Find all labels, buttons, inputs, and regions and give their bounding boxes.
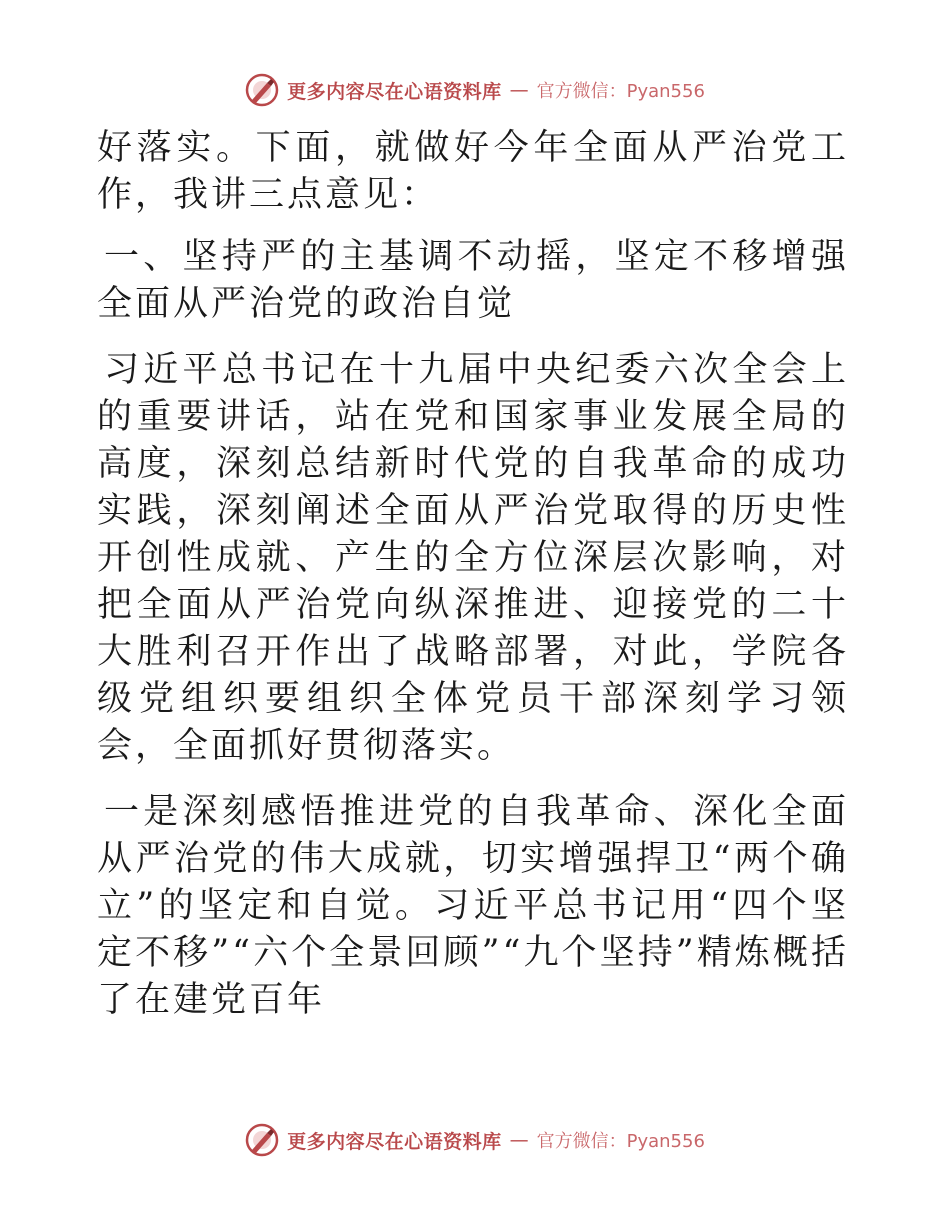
wechat-id: 官方微信：Pyan556 xyxy=(536,81,705,102)
footer-banner xyxy=(0,1120,950,1160)
document-body xyxy=(97,125,849,1024)
pen-logo-icon xyxy=(245,1123,279,1157)
separator: — xyxy=(509,79,529,101)
paragraph: 一是深刻感悟推进党的自我革命、深化全面从严治党的伟大成就，切实增强捍卫“两个确立”的坚定和自觉。习近平总书记用“四个坚定不移”“六个全景回顾”“九个坚持”精炼概括了在建党百年 xyxy=(97,792,849,1020)
site-name: 更多内容尽在心语资料库 xyxy=(287,1130,502,1153)
site-name: 更多内容尽在心语资料库 xyxy=(287,80,502,103)
pen-logo-icon xyxy=(245,73,279,107)
header-banner xyxy=(0,70,950,110)
paragraph: 好落实。下面，就做好今年全面从严治党工作，我讲三点意见： xyxy=(97,128,849,215)
section-heading: 一、坚持严的主基调不动摇，坚定不移增强全面从严治党的政治自觉 xyxy=(97,237,849,324)
wechat-id: 官方微信：Pyan556 xyxy=(536,1131,705,1152)
separator: — xyxy=(509,1129,529,1151)
paragraph: 习近平总书记在十九届中央纪委六次全会上的重要讲话，站在党和国家事业发展全局的高度，深刻总结新时代党的自我革命的成功实践，深刻阐述全面从严治党取得的历史性开创性成就、产生的全方位深层次影响，对把全面从严治党向纵深推进、迎接党的二十大胜利召开作出了战略部署，对此，学院各级党组织要组织全体党员干部深刻学习领会，全面抓好贯彻落实。 xyxy=(97,350,849,766)
